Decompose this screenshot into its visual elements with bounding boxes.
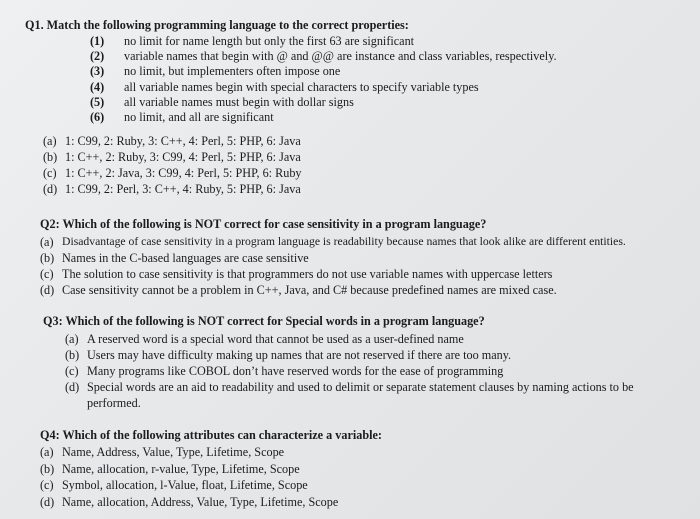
q1-properties xyxy=(90,34,557,125)
option-text: Users may have difficulty making up names that are not reserved if there are too many. xyxy=(87,348,512,362)
answer-option[interactable] xyxy=(40,477,338,494)
answer-option[interactable] xyxy=(43,149,302,165)
answer-option[interactable] xyxy=(65,379,687,411)
option-letter: (d) xyxy=(40,283,55,297)
option-letter: (d) xyxy=(43,182,58,196)
option-letter: (b) xyxy=(40,461,55,476)
option-letter: (b) xyxy=(65,348,80,362)
option-letter: (d) xyxy=(65,380,80,394)
option-text: 1: C++, 2: Ruby, 3: C99, 4: Perl, 5: PHP, 6: Java xyxy=(65,150,301,164)
answer-option[interactable] xyxy=(40,282,626,298)
q3-title: Q3: Which of the following is NOT correct for Special words in a program language? xyxy=(43,314,485,328)
q1-title: Q1. Match the following programming language to the correct properties: xyxy=(25,18,409,32)
q1-property xyxy=(90,64,557,79)
answer-option[interactable] xyxy=(40,266,626,282)
option-letter: (a) xyxy=(65,332,79,346)
answer-option[interactable] xyxy=(65,347,687,363)
option-text: Special words are an aid to readability and used to delimit or separate statement clauses by naming actions to be performed. xyxy=(87,380,634,410)
answer-option[interactable] xyxy=(40,234,626,250)
option-letter: (b) xyxy=(40,251,55,265)
q4-options xyxy=(40,444,338,510)
option-text: A reserved word is a special word that cannot be used as a user-defined name xyxy=(87,332,464,346)
property-text: all variable names must begin with dollar signs xyxy=(124,94,354,109)
q3-options xyxy=(65,331,687,411)
answer-option[interactable] xyxy=(40,250,626,266)
answer-option[interactable] xyxy=(40,444,338,461)
answer-option[interactable] xyxy=(40,461,338,478)
property-text: no limit, and all are significant xyxy=(124,110,274,125)
q2-title: Q2: Which of the following is NOT correct for case sensitivity in a program language? xyxy=(40,217,487,231)
property-text: no limit for name length but only the first 63 are significant xyxy=(124,34,415,48)
property-text: all variable names begin with special characters to specify variable types xyxy=(124,79,479,94)
property-text: variable names that begin with @ and @@ are instance and class variables, respectively. xyxy=(124,49,557,64)
answer-option[interactable] xyxy=(43,133,302,149)
q1-property xyxy=(90,34,557,49)
option-text: 1: C99, 2: Ruby, 3: C++, 4: Perl, 5: PHP, 6: Java xyxy=(65,134,301,148)
property-number: (1) xyxy=(90,34,105,48)
option-letter: (c) xyxy=(40,267,54,281)
property-number: (3) xyxy=(90,64,105,79)
option-letter: (c) xyxy=(40,478,54,492)
option-text: Name, Address, Value, Type, Lifetime, Scope xyxy=(62,445,285,459)
q4-title: Q4: Which of the following attributes can characterize a variable: xyxy=(40,428,382,442)
option-text: The solution to case sensitivity is that programmers do not use variable names with uppercase letters xyxy=(62,267,553,281)
q1-property xyxy=(90,95,557,110)
answer-option[interactable] xyxy=(65,363,687,379)
answer-option[interactable] xyxy=(43,165,302,181)
property-number: (4) xyxy=(90,79,105,94)
property-number: (5) xyxy=(90,94,105,109)
q1-property xyxy=(90,49,557,64)
answer-option[interactable] xyxy=(43,181,302,197)
option-text: Disadvantage of case sensitivity in a program language is readability because names that look alike are different entities. xyxy=(62,235,626,248)
option-text: Name, allocation, Address, Value, Type, Lifetime, Scope xyxy=(62,494,339,509)
answer-option[interactable] xyxy=(40,494,338,511)
option-letter: (c) xyxy=(43,166,57,180)
option-letter: (c) xyxy=(65,364,79,378)
option-letter: (a) xyxy=(40,445,54,459)
property-text: no limit, but implementers often impose one xyxy=(124,64,341,79)
answer-option[interactable] xyxy=(65,331,687,347)
q1-property xyxy=(90,110,557,125)
option-letter: (b) xyxy=(43,150,58,164)
option-text: Symbol, allocation, l-Value, float, Lifetime, Scope xyxy=(62,478,308,492)
option-letter: (a) xyxy=(43,134,57,148)
option-text: Names in the C-based languages are case sensitive xyxy=(62,251,309,265)
option-text: Name, allocation, r-value, Type, Lifetime, Scope xyxy=(62,461,300,476)
q1-options xyxy=(43,133,302,197)
option-text: 1: C99, 2: Perl, 3: C++, 4: Ruby, 5: PHP, 6: Java xyxy=(65,182,301,196)
q2-options xyxy=(40,234,626,298)
option-letter: (a) xyxy=(40,235,54,249)
property-number: (2) xyxy=(90,49,105,64)
option-text: 1: C++, 2: Java, 3: C99, 4: Perl, 5: PHP, 6: Ruby xyxy=(65,166,302,180)
q1-property xyxy=(90,80,557,95)
property-number: (6) xyxy=(90,110,105,125)
option-letter: (d) xyxy=(40,494,55,509)
option-text: Case sensitivity cannot be a problem in C++, Java, and C# because predefined names are mixed case. xyxy=(62,283,557,297)
option-text: Many programs like COBOL don’t have reserved words for the ease of programming xyxy=(87,364,504,378)
